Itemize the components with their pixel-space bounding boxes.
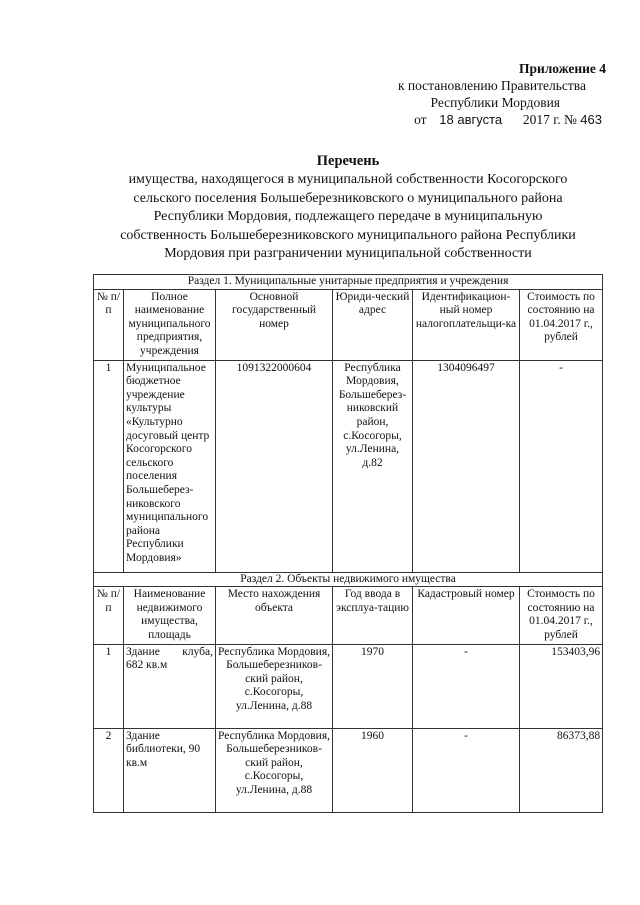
number-handwritten: 463 — [580, 112, 602, 127]
column-header: Стоимость по состоянию на 01.04.2017 г., рублей — [520, 587, 603, 644]
state-registration-number: 1091322000604 — [216, 360, 333, 572]
table-row — [94, 644, 603, 728]
property-name-word: клуба, — [182, 645, 213, 658]
section-row — [94, 572, 603, 587]
column-header: Кадастровый номер — [413, 587, 520, 644]
table-row — [94, 360, 603, 572]
table-header-row — [94, 587, 603, 644]
section-1-title: Раздел 1. Муниципальные унитарные предприятия и учреждения — [94, 275, 603, 290]
property-name — [124, 644, 216, 728]
appendix-block — [330, 60, 606, 128]
column-header: Юриди-ческий адрес — [333, 289, 413, 360]
commissioning-year: 1970 — [333, 644, 413, 728]
legal-address: Республика Мордовия, Большеберез-никовский район, с.Косогоры, ул.Ленина, д.82 — [333, 360, 413, 572]
heading-line: имущества, находящегося в муниципальной собственности Косогорского — [128, 172, 568, 187]
heading-line: Мордовия при разграничении муниципальной собственности — [164, 246, 532, 261]
year-suffix: 2017 г. № — [522, 112, 577, 127]
property-table — [93, 274, 603, 813]
appendix-line-resolution: к постановлению Правительства — [397, 78, 586, 93]
row-number: 1 — [94, 644, 124, 728]
heading-line: Республики Мордовия, подлежащего передаче в муниципальную — [153, 209, 543, 224]
cadastral-number: - — [413, 644, 520, 728]
property-area: 682 кв.м — [126, 659, 168, 672]
section-row — [94, 275, 603, 290]
column-header: № п/п — [94, 289, 124, 360]
cadastral-number: - — [413, 728, 520, 812]
heading-line: сельского поселения Большеберезниковского о муниципального района — [133, 190, 563, 206]
row-number: 1 — [94, 360, 124, 572]
property-name-word: Здание — [126, 645, 160, 658]
document-heading — [98, 152, 598, 263]
column-header: Идентификацион-ный номер налогоплательщи-ка — [413, 289, 520, 360]
cost-value: - — [520, 360, 603, 572]
date-prefix: от — [414, 112, 427, 127]
column-header: Год ввода в эксплуа-тацию — [333, 587, 413, 644]
date-handwritten: 18 августа — [439, 112, 503, 127]
property-name: Здание библиотеки, 90 кв.м — [124, 728, 216, 812]
appendix-date-line — [330, 111, 602, 128]
commissioning-year: 1960 — [333, 728, 413, 812]
appendix-title: Приложение 4 — [518, 61, 606, 76]
column-header: Место нахождения объекта — [216, 587, 333, 644]
appendix-line-government: Республики Мордовия — [430, 95, 560, 110]
column-header: Стоимость по состоянию на 01.04.2017 г., рублей — [520, 289, 603, 360]
column-header: Наименование недвижимого имущества, площадь — [124, 587, 216, 644]
cost-value: 86373,88 — [520, 728, 603, 812]
table-row — [94, 728, 603, 812]
institution-name: Муниципальное бюджетное учреждение культуры «Культурно досуговый центр Косогорского сельского поселения Большеберез-никовского муниципального района Республики Мордовия» — [124, 360, 216, 572]
taxpayer-number: 1304096497 — [413, 360, 520, 572]
column-header: Полное наименование муниципального предприятия, учреждения — [124, 289, 216, 360]
property-location: Республика Мордовия, Большеберезников-ский район, с.Косогоры, ул.Ленина, д.88 — [216, 644, 333, 728]
row-number: 2 — [94, 728, 124, 812]
column-header: № п/п — [94, 587, 124, 644]
property-location: Республика Мордовия, Большеберезников-ский район, с.Косогоры, ул.Ленина, д.88 — [216, 728, 333, 812]
heading-title: Перечень — [316, 153, 380, 169]
section-2-title: Раздел 2. Объекты недвижимого имущества — [94, 572, 603, 587]
heading-line: собственность Большеберезниковского муниципального района Республики — [120, 227, 576, 243]
cost-value: 153403,96 — [520, 644, 603, 728]
column-header: Основной государственный номер — [216, 289, 333, 360]
table-header-row — [94, 289, 603, 360]
